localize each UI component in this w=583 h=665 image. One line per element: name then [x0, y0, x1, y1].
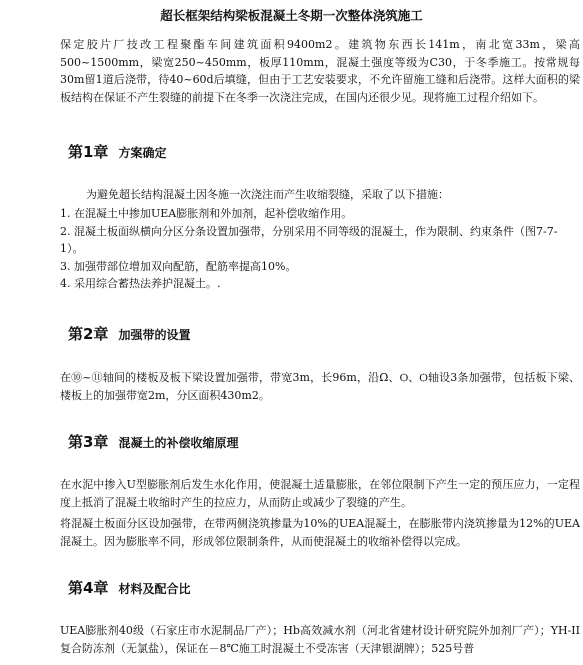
chapter-2-name: 加强带的设置	[118, 328, 191, 342]
chapter-4-number: 第4章	[68, 579, 109, 597]
chapter-3-number: 第3章	[68, 433, 109, 451]
chapter-4-name: 材料及配合比	[118, 582, 191, 596]
intro-paragraph	[60, 36, 580, 106]
chapter-3-name: 混凝土的补偿收缩原理	[118, 436, 239, 450]
chapter-3-body: 在水泥中掺入U型膨胀剂后发生水化作用，使混凝土适量膨胀，在邻位限制下产生一定的预压应力，一定程度上抵消了混凝土收缩时产生的拉应力，从而防止或减少了裂缝的产生。	[60, 478, 580, 509]
list-item: 3. 加强带部位增加双向配筋，配筋率提高10%。	[60, 259, 297, 273]
chapter-2-body: 在⑩~⑪轴间的楼板及板下梁设置加强带，带宽3m，长96m，沿Ω、Ѻ、Ѻ轴设3条加强带，包括板下梁、楼板上的加强带宽2m，分区面积430m2。	[60, 371, 580, 402]
chapter-1-heading	[68, 141, 166, 162]
chapter-2-number: 第2章	[68, 325, 109, 343]
chapter-4-body: UEA膨胀剂40级（石家庄市水泥制品厂产）；Hb高效减水剂（河北省建材设计研究院外加剂厂产）；YH-II复合防冻剂（无氯盐），保证在－8℃施工时混凝土不受冻害（天津银湖牌）；525号普	[60, 624, 580, 655]
intro-text: 保定胶片厂技改工程聚酯车间建筑面积9400m2。建筑物东西长141m，南北宽33m，梁高500~1500mm，梁宽250~450mm，板厚110mm，混凝土强度等级为C30，于冬季施工。按常规每30m留1道后浇带，待40~60d后填缝，但由于工艺安装要求，不允许留施工缝和后浇带。这样大面积的梁板结构在保证不产生裂缝的前提下在冬季一次浇注完成，在国内还很少见。现将施工过程介绍如下。	[60, 38, 580, 104]
list-item: 4. 采用综合蓄热法养护混凝土。.	[60, 277, 221, 290]
chapter-1-list	[60, 205, 580, 293]
chapter-3-heading	[68, 431, 238, 452]
chapter-2-heading	[68, 323, 190, 344]
chapter-3-body-2: 将混凝土板面分区设加强带，在带两侧浇筑掺量为10%的UEA混凝土，在膨胀带内浇筑掺量为12%的UEA混凝土。因为膨胀率不同，形成邻位限制条件，从而使混凝土的收缩补偿得以完成。	[60, 517, 580, 548]
chapter-1-number: 第1章	[68, 143, 109, 161]
list-item: 1. 在混凝土中掺加UEA膨胀剂和外加剂，起补偿收缩作用。	[60, 207, 353, 220]
list-item: 2. 混凝土板面纵横向分区分条设置加强带，分别采用不同等级的混凝土，作为限制、约束条件（图7-7-1）。	[60, 224, 558, 255]
document-title: 超长框架结构梁板混凝土冬期一次整体浇筑施工	[160, 8, 423, 23]
chapter-4-heading	[68, 577, 190, 598]
chapter-1-lead: 为避免超长结构混凝土因冬施一次浇注而产生收缩裂缝，采取了以下措施：	[86, 188, 449, 201]
chapter-1-name: 方案确定	[118, 146, 167, 160]
